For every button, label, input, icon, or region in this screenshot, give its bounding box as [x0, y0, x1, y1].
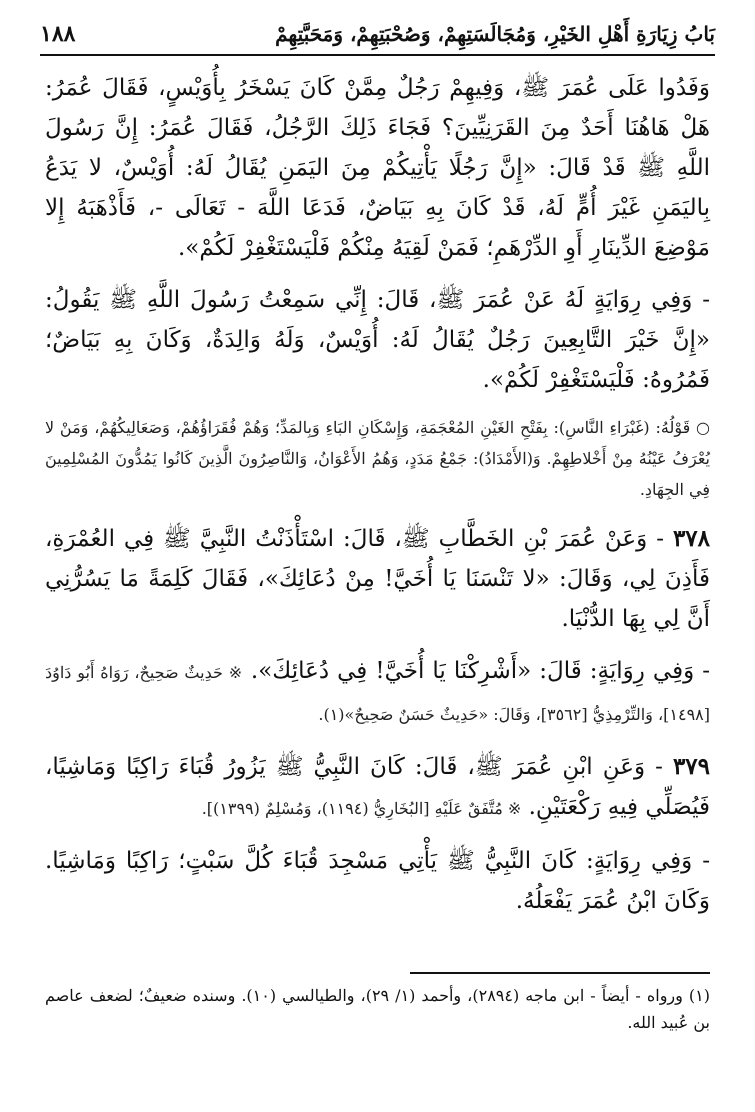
running-title: بَابُ زِيَارَةِ أَهْلِ الخَيْرِ، وَمُجَالَسَتِهِمْ، وَصُحْبَتِهِمْ، وَمَحَبَّتِهِمْ	[275, 22, 715, 46]
hadith-reference: ※ مُتَّفَقٌ عَلَيْهِ [البُخَارِيُّ (١١٩٤)، وَمُسْلِمٌ (١٣٩٩)].	[201, 799, 522, 818]
hadith-379-variant: - وَفِي رِوَايَةٍ: كَانَ النَّبِيُّ ﷺ يَأْتِي مَسْجِدَ قُبَاءَ كُلَّ سَبْتٍ؛ رَاكِبًا وَمَاشِيًا. وَكَانَ ابْنُ عُمَرَ يَفْعَلُهُ.	[45, 848, 710, 914]
page-header	[40, 14, 715, 56]
page-number: ١٨٨	[40, 21, 76, 47]
footnote-separator	[410, 972, 710, 974]
hadith-text: - وَعَنْ عُمَرَ بْنِ الخَطَّابِ ﷺ، قَالَ: اسْتَأْذَنْتُ النَّبِيَّ ﷺ فِي العُمْرَةِ، فَأَذِنَ لِي، وَقَالَ: «لا تَنْسَنَا يَا أُخَيَّ! مِنْ دُعَائِكَ»، فَقَالَ كَلِمَةً مَا يَسُرُّنِي أَنَّ لِي بِهَا الدُّنْيَا.	[45, 526, 710, 632]
hadith-text: - وَعَنِ ابْنِ عُمَرَ ﷺ، قَالَ: كَانَ النَّبِيُّ ﷺ يَزُورُ قُبَاءَ رَاكِبًا وَمَاشِيًا، فَيُصَلِّي فِيهِ رَكْعَتَيْنِ.	[45, 754, 710, 820]
hadith-reference: ※ حَدِيثٌ صَحِيحٌ، رَوَاهُ أَبُو دَاوُدَ [١٤٩٨]، وَالتِّرْمِذِيُّ [٣٥٦٢]، وَقَالَ: «حَدِيثٌ حَسَنٌ صَحِيحٌ»(١).	[45, 663, 710, 724]
paragraph-owais-variant: - وَفِي رِوَايَةٍ لَهُ عَنْ عُمَرَ ﷺ، قَالَ: إِنِّي سَمِعْتُ رَسُولَ اللَّهِ ﷺ يَقُولُ: «إِنَّ خَيْرَ التَّابِعِينَ رَجُلٌ يُقَالُ لَهُ: أُوَيْسٌ، وَلَهُ وَالِدَةٌ، وَكَانَ بِهِ بَيَاضٌ؛ فَمُرُوهُ: فَلْيَسْتَغْفِرْ لَكُمْ».	[45, 287, 710, 393]
footnote-marker: (١)	[688, 986, 711, 1005]
hadith-text: - وَفِي رِوَايَةٍ: قَالَ: «أَشْرِكْنَا يَا أُخَيَّ! فِي دُعَائِكَ».	[250, 658, 711, 684]
main-text	[45, 68, 710, 933]
footnote-text: ورواه - أيضاً - ابن ماجه (٢٨٩٤)، وأحمد (١/ ٢٩)، والطيالسي (١٠). وسنده ضعيفٌ؛ لضعف عاصم بن عُبيد الله.	[45, 986, 710, 1032]
hadith-378	[45, 519, 710, 639]
footnote	[45, 982, 710, 1036]
hadith-378-variant	[45, 651, 710, 735]
hadith-number: ٣٧٨	[672, 525, 710, 552]
hadith-number: ٣٧٩	[672, 753, 710, 780]
hadith-379	[45, 747, 710, 829]
paragraph-owais: وَفَدُوا عَلَى عُمَرَ ﷺ، وَفِيهِمْ رَجُلٌ مِمَّنْ كَانَ يَسْخَرُ بِأُوَيْسٍ، فَقَالَ عُمَرُ: هَلْ هَاهُنَا أَحَدٌ مِنَ القَرَنِيِّينَ؟ فَجَاءَ ذَلِكَ الرَّجُلُ، فَقَالَ عُمَرُ: إِنَّ رَسُولَ اللَّهِ ﷺ قَدْ قَالَ: «إِنَّ رَجُلًا يَأْتِيكُمْ مِنَ اليَمَنِ يُقَالُ لَهُ: أُوَيْسٌ، لا يَدَعُ بِاليَمَنِ غَيْرَ أُمٍّ لَهُ، قَدْ كَانَ بِهِ بَيَاضٌ، فَدَعَا اللَّهَ - تَعَالَى -، فَأَذْهَبَهُ إِلا مَوْضِعَ الدِّينَارِ أَوِ الدِّرْهَمِ؛ فَمَنْ لَقِيَهُ مِنْكُمْ فَلْيَسْتَغْفِرْ لَكُمْ».	[45, 75, 710, 261]
explanatory-note: ○ قَوْلُهُ: (غَبْرَاءِ النَّاسِ): بِفَتْحِ الغَيْنِ المُعْجَمَةِ، وَإِسْكَانِ البَاءِ وَبِالمَدِّ؛ وَهُمْ فُقَرَاؤُهُمْ، وَصَعَالِيكُهُمْ، وَمَنْ لا يُعْرَفُ عَيْنُهُ مِنْ أَخْلاطِهِمْ. وَ(الأَمْدَادُ): جَمْعُ مَدَدٍ، وَهُمُ الأَعْوَانُ، وَالنَّاصِرُونَ الَّذِينَ كَانُوا يَمُدُّونَ المُسْلِمِينَ فِي الجِهَادِ.	[45, 418, 710, 499]
